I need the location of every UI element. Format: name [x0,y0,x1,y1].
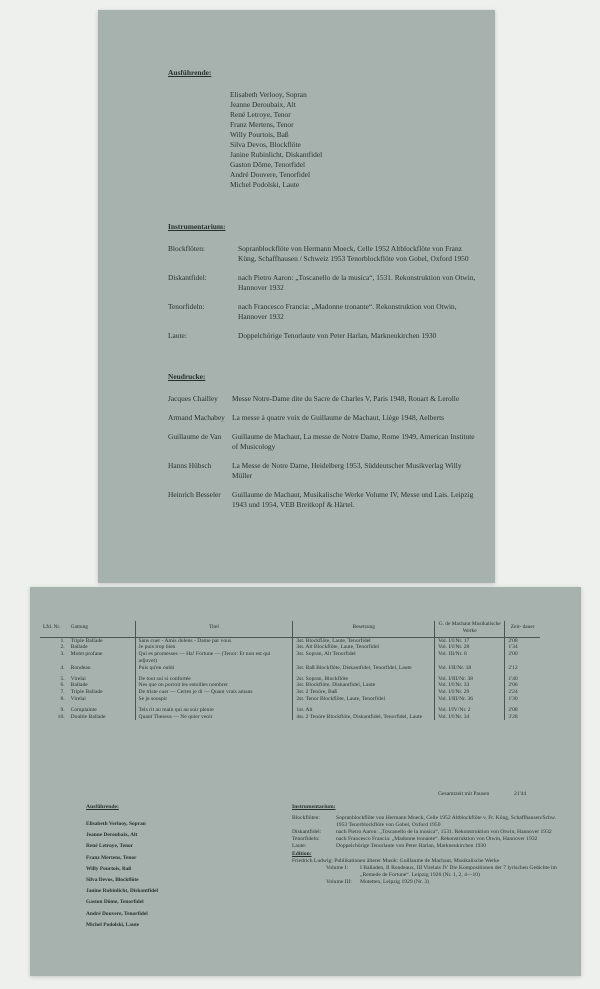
cell-gattung: Triple Ballade [70,689,103,696]
performer-line: Willy Pourtois, Baß [230,130,289,139]
new-edition-row [168,394,476,404]
cell-gattung: Ballade [70,644,88,651]
table-row [40,651,540,665]
cell-werke: Vol. I/I/Nr. 34 [435,714,505,721]
bottom-performer-line: Willy Pourtois, Baß [86,865,132,872]
cell-gattung: Virelai [70,675,86,682]
performer-line: Elisabeth Verlooy, Sopran [230,90,307,99]
performers-heading: Ausführende: [168,68,212,77]
cell-titel: Nes que on porroit les estoilles nombrer [135,682,293,689]
performer-line: Michel Podolski, Laute [230,180,300,189]
bottom-performer-line: Jeanne Deroubaix, Alt [86,832,138,839]
table-row [40,714,540,721]
cell-werke: Vol. I/III/Nr. 36 [435,696,505,703]
cell-besetzung: 1st. Alt [293,707,435,714]
instrument-label: Tenorfideln: [168,302,205,311]
table-row [40,696,540,703]
table-row [40,682,540,689]
cell-titel: Se je souspir [135,696,293,703]
cell-nr: 3. [60,651,65,658]
table-row [40,676,540,683]
new-editions-list [168,394,476,510]
front-card-content [168,68,476,519]
col-werke: G. de Machaut Musikalische Werke [435,621,505,637]
instrument-row [168,302,476,322]
instruments-heading: Instrumentarium: [168,222,226,231]
performer-line: Jeanne Deroubaix, Alt [230,100,296,109]
new-edition-row [168,461,476,481]
cell-titel: De triste cuer — Certes je di — Quant vrais amans [135,689,293,696]
instrument-row [168,331,476,341]
new-edition-row [168,413,476,423]
cell-gattung: Motet profane [70,651,103,658]
bottom-performer-line: Elisabeth Verlooy, Sopran [86,821,146,827]
bottom-instrument-label: Diskantfidel: [292,829,322,835]
new-edition-editor: Hanns Hübsch [168,461,212,470]
edition-volume-row [292,865,560,879]
new-edition-text: Guillaume de Machaut, La messe de Notre Dame, Rome 1949, American Institute of Musicology [232,432,475,451]
instrument-label: Blockflöten: [168,244,205,253]
cell-besetzung: 3st. Blockflöte, Diskantfidel, Laute [293,682,435,689]
cell-werke: Vol. I/I/Nr. 28 [435,644,505,651]
cell-besetzung: 2st. Tenor Blockflöte, Laute, Tenorfidel [293,696,435,703]
bottom-instrument-row [292,815,560,829]
edition-heading: Edition: [292,851,312,857]
program-card-front [98,10,495,583]
instrument-label: Diskantfidel: [168,273,207,282]
cell-titel: Sans cuer - Amis dolens - Dame par vous [135,637,293,644]
cell-dauer: 1'34 [505,644,540,651]
cell-dauer: 1'30 [505,696,540,703]
bottom-performer-line: Janine Rubinlicht, Diskantfidel [86,888,159,895]
cell-nr: 4. [60,664,65,671]
bottom-performer-line: Silva Devos, Blockflöte [86,876,139,883]
bottom-performer-line: Michel Podolski, Laute [86,921,140,928]
instrument-row [168,244,476,264]
program-table-wrap [40,621,540,720]
edition-intro: Friedrich Ludwig: Publikationen älterer Musik: Guillaume de Machaut, Musikalische Werke [292,858,500,864]
instrument-text: Doppelchörige Tenorlaute von Peter Harlan, Markneukirchen 1930 [238,331,437,340]
cell-nr: 10. [57,713,65,720]
cell-nr: 1. [60,637,65,644]
performer-line: Franz Mertens, Tenor [230,120,294,129]
cell-besetzung: 3st. Blockflöte, Laute, Tenorfidel [293,637,435,644]
cell-gattung: Rondeau [70,664,91,671]
new-edition-row [168,432,476,452]
bottom-instrument-label: Laute: [292,843,307,849]
cell-besetzung: 3st. Alt Blockflöte, Laute, Tenorfidel [293,644,435,651]
cell-titel: Qui es promesses — Ha! Fortune — (Tenor: Et non est qui adjuvet) [135,651,293,665]
instrument-label: Laute: [168,331,187,340]
new-edition-editor: Heinrich Besseler [168,490,221,499]
cell-nr: 2. [60,644,65,651]
bottom-instrument-label: Blockflöten: [292,815,320,821]
total-time-value: 21'44 [514,791,527,797]
new-editions-heading: Neudrucke: [168,372,206,381]
table-row [40,689,540,696]
program-card-back [30,587,581,976]
cell-gattung: Complainte [70,706,97,713]
cell-werke: Vol. III/Nr. 8 [435,651,505,665]
bottom-performer-line: Gaston Dôme, Tenorfidel [86,899,144,906]
cell-dauer: 2'08 [505,637,540,644]
performer-line: Silva Devos, Blockflöte [230,140,301,149]
program-table [40,621,540,720]
new-edition-text: Messe Notre-Dame dite du Sacre de Charles V, Paris 1948, Rouart & Lerolle [232,394,460,403]
cell-nr: 8. [60,695,65,702]
new-edition-editor: Armand Machabey [168,413,225,422]
cell-dauer: 2'24 [505,689,540,696]
new-edition-text: La messe à quatre voix de Guillaume de Machaut, Liège 1948, Aelberts [232,413,445,422]
cell-besetzung: 3st. Baß Blockflöte, Diskantfidel, Tenorfidel, Laute [293,665,435,672]
cell-titel: De tout sui si confortée [135,676,293,683]
instrument-text: nach Pietro Aaron: „Toscanello de la musica“, 1531. Rekonstruktion von Otwin, Hannover 1932 [238,273,476,292]
col-gattung: Gattung [68,621,135,637]
bottom-performers-heading: Ausführende: [86,804,119,810]
cell-dauer: 3'28 [505,714,540,721]
cell-dauer: 2'00 [505,651,540,665]
instrument-text: Sopranblockflöte von Hermann Moeck, Celle 1952 Altblockflöte von Franz Küng, Schaffhausen / Schweiz 1953 Tenorblockflöte von Gobel, Oxford 1950 [238,244,469,263]
col-nr: Lfd. Nr. [40,621,68,637]
bottom-instrument-row [292,836,560,843]
cell-werke: Vol. I/I/Nr. 17 [435,637,505,644]
edition-volume-text: I Balladen, II Rondeaux, III Virelais IV Die Kompositionen der 7 lyrischen Gedichte im „Remede de Fortune“. Leipzig 1926 (Nr. 1, 2, 4—10) [360,865,557,878]
edition-volume-label: Volume I: [326,865,349,871]
program-table-body [40,637,540,720]
bottom-performer-line: Franz Mertens, Tenor [86,854,137,861]
cell-dauer: 2'06 [505,682,540,689]
bottom-instrument-text: nach Francesco Francia: „Madonne tronante“. Rekonstruktion von Otwin, Hannover 1932 [336,836,538,842]
col-besetzung: Besetzung [293,621,435,637]
new-edition-row [168,490,476,510]
table-row [40,637,540,644]
cell-titel: Tels rit au main qui au soir pleure [135,707,293,714]
performers-list [168,90,476,190]
bottom-performers-block [86,804,236,933]
cell-nr: 6. [60,682,65,689]
cell-besetzung: 4st. 2 Tenöre Blockflöte, Diskantfidel, Tenorfidel, Laute [293,714,435,721]
col-dauer: Zeit- dauer [505,621,540,637]
cell-besetzung: 2st. Sopran, Blockflöte [293,676,435,683]
cell-nr: 5. [60,675,65,682]
cell-werke: Vol. I/II/Nr. 18 [435,665,505,672]
cell-gattung: Double Ballade [70,713,106,720]
bottom-performer-line: René Letroye, Tenor [86,843,134,850]
edition-volumes-list [292,865,560,886]
bottom-instrument-text: nach Pietro Aaron: „Toscanello de la musica“, 1531. Rekonstruktion von Otwin, Hannover 1932 [336,829,552,835]
bottom-instrument-row [292,829,560,836]
cell-besetzung: 3st. Sopran, Alt Tenorfidel [293,651,435,665]
cell-nr: 9. [60,706,65,713]
table-row [40,665,540,672]
performer-line: Janine Rubinlicht, Diskantfidel [230,150,323,159]
cell-dauer: 2'12 [505,665,540,672]
cell-dauer: 2'08 [505,707,540,714]
bottom-instruments-block [292,804,560,886]
bottom-instruments-list [292,815,560,850]
cell-titel: Quant Theseus — Ne quier veoir [135,714,293,721]
table-row [40,707,540,714]
cell-werke: Vol. I/I/Nr. 33 [435,682,505,689]
bottom-instruments-heading: Instrumentarium: [292,804,336,810]
new-edition-text: Guillaume de Machaut, Musikalische Werke Volume IV, Messe und Lais. Leipzig 1943 und 1954, VEB Breitkopf & Härtel. [232,490,474,509]
performer-line: André Douvere, Tenorfidel [230,170,310,179]
instrument-text: nach Francesco Francia: „Madonne tronante“. Rekonstruktion von Otwin, Hannover 1932 [238,302,457,321]
instruments-list [168,244,476,341]
cell-werke: Vol. I/IV/Nr. 2 [435,707,505,714]
total-time-label: Gesamtzeit mit Pausen [438,791,490,797]
edition-volume-label: Volume III: [326,879,352,885]
bottom-instrument-text: Sopranblockflöte von Hermann Moeck, Celle 1952 Altblockflöte v. Fr. Küng, Schaffhausen/Schw. 1953 Tenorblockflöte von Gobel, Oxford 1950 [336,815,556,828]
edition-volume-row [292,879,560,886]
bottom-performers-list [86,821,236,929]
cell-werke: Vol. I/I/Nr. 29 [435,689,505,696]
bottom-instrument-row [292,843,560,850]
col-titel: Titel [135,621,293,637]
cell-titel: Je puis trop bien [135,644,293,651]
bottom-instrument-label: Tenorfideln: [292,836,320,842]
edition-volume-text: Motetten, Leipzig 1929 (Nr. 3) [360,879,429,885]
new-edition-editor: Jacques Chailley [168,394,218,403]
cell-gattung: Virelai [70,695,86,702]
performer-line: René Letroye, Tenor [230,110,291,119]
cell-titel: Puis qu'en oubli [135,665,293,672]
cell-besetzung: 3st. 2 Tenöre, Baß [293,689,435,696]
cell-werke: Vol. I/III/Nr. 38 [435,676,505,683]
cell-gattung: Triple Ballade [70,637,103,644]
table-row [40,644,540,651]
bottom-instrument-text: Doppelchörige Tenorlaute von Peter Harlan, Markneukirchen 1930 [336,843,487,849]
new-edition-editor: Guillaume de Van [168,432,222,441]
performer-line: Gaston Dôme, Tenorfidel [230,160,306,169]
new-edition-text: La Messe de Notre Dame, Heidelberg 1953, Süddeutscher Musikverlag Willy Müller [232,461,462,480]
cell-nr: 7. [60,689,65,696]
instrument-row [168,273,476,293]
cell-dauer: 1'40 [505,676,540,683]
bottom-performer-line: André Douvere, Tenorfidel [86,910,148,917]
program-table-header [40,621,540,637]
cell-gattung: Ballade [70,682,88,689]
